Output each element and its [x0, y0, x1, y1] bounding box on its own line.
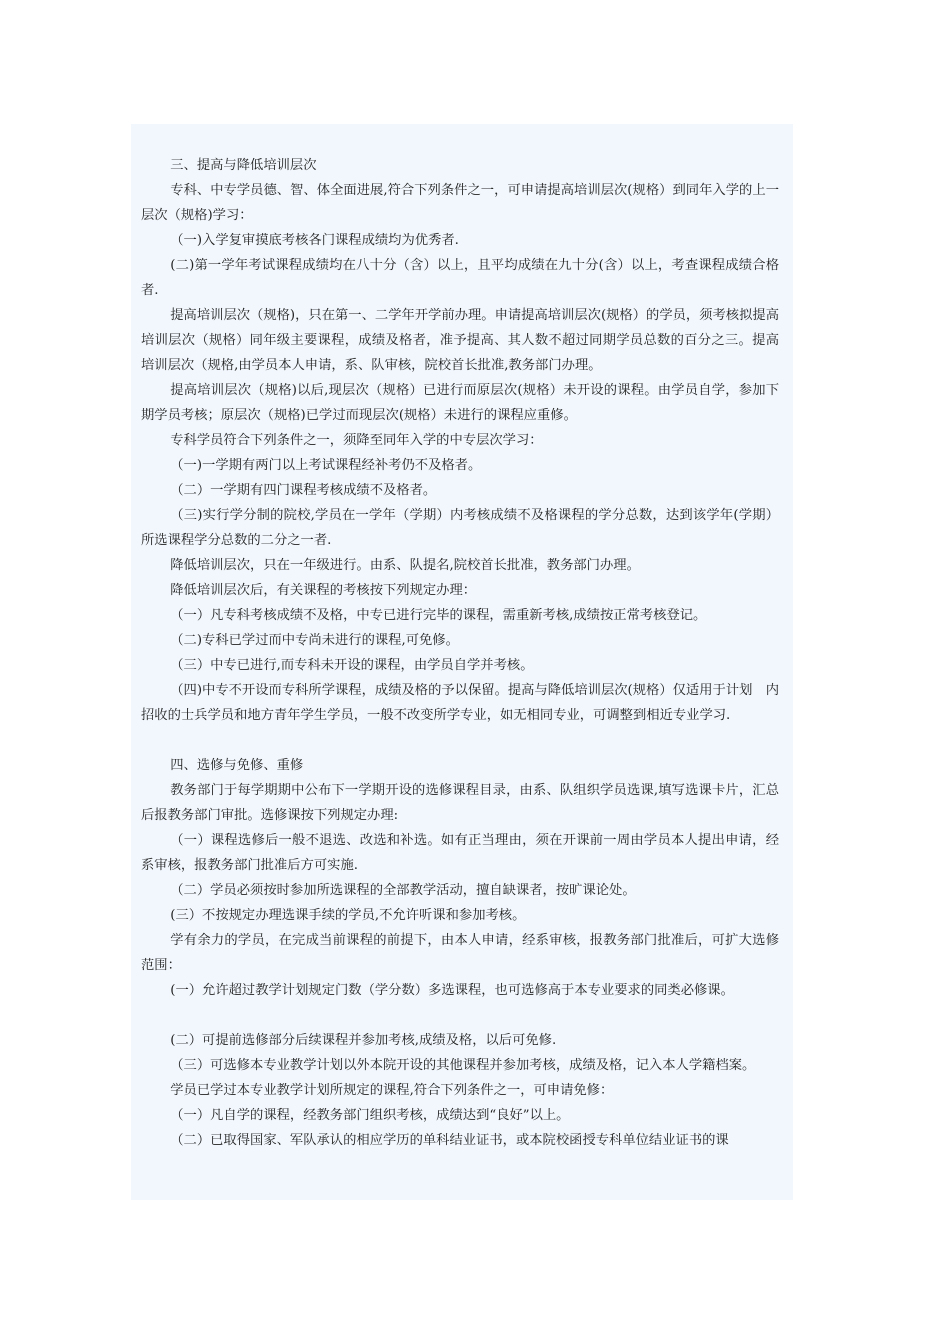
document-page: [131, 124, 793, 1200]
paragraph: （一)入学复审摸底考核各门课程成绩均为优秀者.: [170, 233, 459, 248]
section-4-heading: 四、选修与免修、重修: [170, 758, 304, 773]
paragraph: (一）允许超过教学计划规定门数（学分数）多选课程，也可选修高于本专业要求的同类必修课。: [170, 983, 734, 998]
paragraph: （三)实行学分制的院校,学员在一学年（学期）内考核成绩不及格课程的学分总数，达到该学年(学期）所选课程学分总数的二分之一者.: [141, 508, 779, 548]
paragraph: （二）已取得国家、军队承认的相应学历的单科结业证书，或本院校函授专科单位结业证书的课: [170, 1133, 729, 1148]
paragraph: (二)第一学年考试课程成绩均在八十分（含）以上，且平均成绩在九十分(含）以上，考查课程成绩合格者.: [141, 258, 779, 298]
paragraph: 学有余力的学员，在完成当前课程的前提下，由本人申请，经系审核，报教务部门批准后，可扩大选修范围：: [141, 933, 779, 973]
paragraph: （二)专科已学过而中专尚未进行的课程,可免修。: [170, 633, 459, 648]
paragraph: （一）凡自学的课程，经教务部门组织考核，成绩达到“良好”以上。: [170, 1108, 570, 1123]
paragraph: （三）中专已进行,而专科未开设的课程，由学员自学并考核。: [170, 658, 534, 673]
paragraph: 学员已学过本专业教学计划所规定的课程,符合下列条件之一，可申请免修：: [170, 1083, 614, 1098]
paragraph: 降低培训层次后，有关课程的考核按下列规定办理：: [170, 583, 477, 598]
paragraph: 降低培训层次，只在一年级进行。由系、队提名,院校首长批准，教务部门办理。: [170, 558, 640, 573]
paragraph: （二）学员必须按时参加所选课程的全部教学活动，擅自缺课者，按旷课论处。: [170, 883, 636, 898]
paragraph: (二）可提前选修部分后续课程并参加考核,成绩及格，以后可免修.: [170, 1033, 557, 1048]
paragraph: （一）课程选修后一般不退选、改选和补选。如有正当理由，须在开课前一周由学员本人提出申请，经系审核，报教务部门批准后方可实施.: [141, 833, 779, 873]
paragraph: （一)一学期有两门以上考试课程经补考仍不及格者。: [170, 458, 482, 473]
paragraph: 提高培训层次（规格)，只在第一、二学年开学前办理。申请提高培训层次(规格）的学员，须考核拟提高培训层次（规格）同年级主要课程，成绩及格者，准予提高、其人数不超过同期学员总数的百分之三。提高培训层次（规格,由学员本人申请，系、队审核，院校首长批准,教务部门办理。: [141, 308, 779, 373]
paragraph: 专科、中专学员德、智、体全面进展,符合下列条件之一，可申请提高培训层次(规格）到同年入学的上一层次（规格)学习：: [141, 183, 779, 223]
paragraph: 教务部门于每学期期中公布下一学期开设的选修课程目录，由系、队组织学员选课,填写选课卡片，汇总后报教务部门审批。选修课按下列规定办理:: [141, 783, 779, 823]
blank-line: [141, 728, 779, 753]
paragraph: (三）不按规定办理选课手续的学员,不允许听课和参加考核。: [170, 908, 526, 923]
paragraph: （二）一学期有四门课程考核成绩不及格者。: [170, 483, 437, 498]
blank-line: [141, 1003, 779, 1028]
paragraph: （三）可选修本专业教学计划以外本院开设的其他课程并参加考核，成绩及格，记入本人学籍档案。: [170, 1058, 756, 1073]
paragraph: 提高培训层次（规格)以后,现层次（规格）已进行而原层次(规格）未开设的课程。由学员自学，参加下期学员考核；原层次（规格)已学过而现层次(规格）未进行的课程应重修。: [141, 383, 779, 423]
paragraph: （一）凡专科考核成绩不及格，中专已进行完毕的课程，需重新考核,成绩按正常考核登记。: [170, 608, 707, 623]
section-3-heading: 三、提高与降低培训层次: [170, 158, 317, 173]
paragraph: 专科学员符合下列条件之一，须降至同年入学的中专层次学习：: [170, 433, 543, 448]
paragraph: （四)中专不开设而专科所学课程，成绩及格的予以保留。提高与降低培训层次(规格）仅适用于计划 内招收的士兵学员和地方青年学生学员，一般不改变所学专业，如无相同专业，可调整到相近专业学习.: [141, 683, 779, 723]
